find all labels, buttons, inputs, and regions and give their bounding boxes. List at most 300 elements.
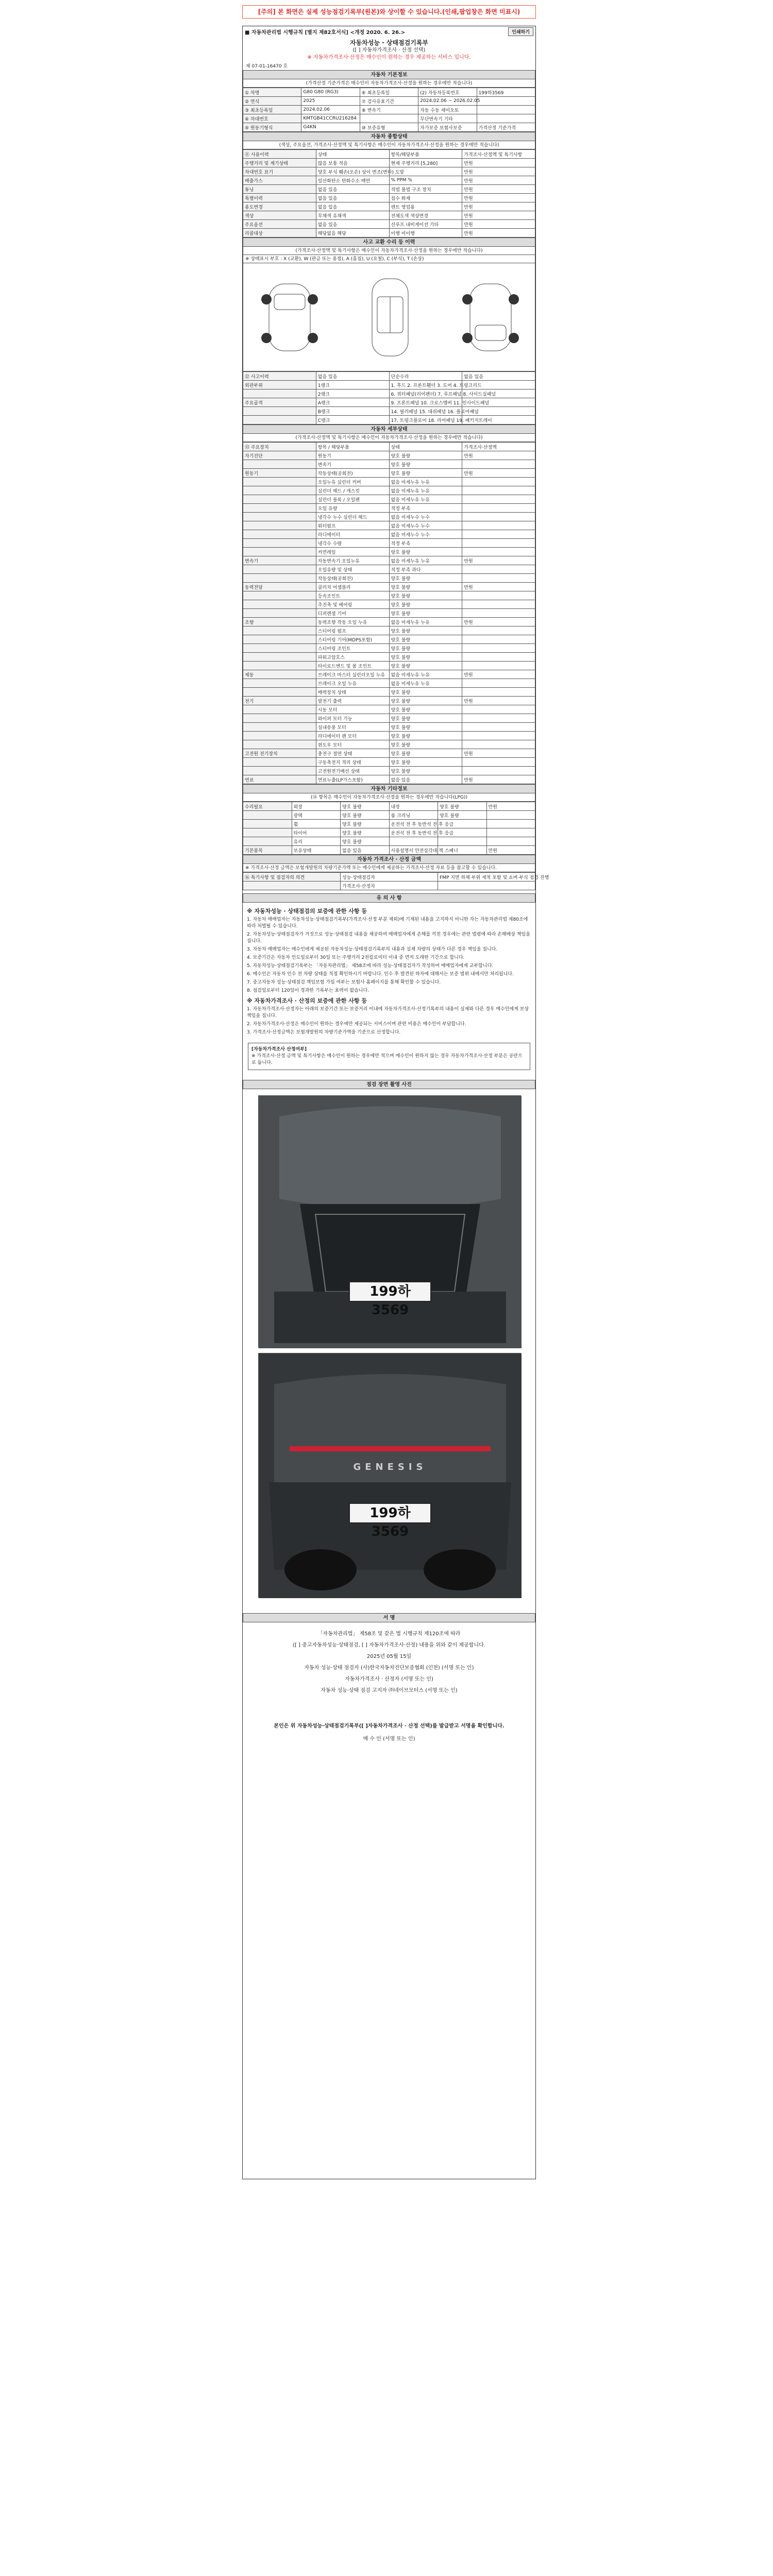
table-cell bbox=[243, 609, 316, 618]
table-cell: 추진축 및 베어링 bbox=[316, 600, 389, 609]
table-cell: 6. 쿼터패널(리어펜더) 7. 루프패널 8. 사이드실패널 bbox=[389, 389, 462, 398]
table-cell bbox=[462, 767, 535, 775]
table-cell: 윈도우 모터 bbox=[316, 740, 389, 749]
table-row bbox=[243, 443, 535, 451]
table-cell: ⑩ 보증유형 bbox=[360, 123, 418, 132]
table-cell: 양호 불량 bbox=[438, 811, 487, 820]
table-cell: 양호 불량 bbox=[389, 732, 462, 740]
table-row bbox=[243, 749, 535, 758]
table-row bbox=[243, 688, 535, 697]
sign-block bbox=[243, 1629, 535, 1697]
table-cell: 만원 bbox=[462, 176, 535, 185]
table-cell bbox=[243, 837, 292, 846]
table-cell bbox=[477, 114, 535, 123]
table-cell: 이행 미이행 bbox=[389, 229, 462, 238]
table-row bbox=[243, 229, 535, 238]
table-cell: 양호 불량 bbox=[341, 802, 390, 811]
table-row bbox=[243, 820, 535, 828]
table-cell: 1. 후드 2. 프론트휀더 3. 도어 4. 트렁크리드 bbox=[389, 381, 462, 389]
table-cell: 전기 bbox=[243, 697, 316, 705]
doc-number: 제 07-01-16470 호 bbox=[246, 64, 288, 69]
table-cell: G80 G80 (RG3) bbox=[301, 88, 360, 97]
table-cell: 2랭크 bbox=[316, 389, 389, 398]
table-cell: 기본품목 bbox=[243, 846, 292, 855]
table-cell: 2025 bbox=[301, 97, 360, 106]
table-cell: 고전원 전기장치 bbox=[243, 749, 316, 758]
table-cell: 없음 미세누수 누수 bbox=[389, 530, 462, 539]
table-cell: 실내송풍 모터 bbox=[316, 723, 389, 732]
table-cell: 발전기 출력 bbox=[316, 697, 389, 705]
table-cell: 양호 불량 bbox=[389, 644, 462, 653]
table-row bbox=[243, 176, 535, 185]
table-cell: 17. 트렁크플로어 18. 리어패널 19. 패키지트레이 bbox=[389, 416, 462, 425]
table-cell: 만원 bbox=[462, 469, 535, 478]
table-cell: 자기진단 bbox=[243, 451, 316, 460]
table-cell: 가격조사·산정액 및 특기사항 bbox=[462, 150, 535, 159]
table-row bbox=[243, 106, 535, 114]
table-cell: 양호 불량 bbox=[389, 591, 462, 600]
table-cell: 실린더 헤드 / 개스킷 bbox=[316, 486, 389, 495]
notes-list-2 bbox=[247, 1006, 531, 1036]
table-row bbox=[243, 775, 535, 784]
table-cell: 냉각수 수량 bbox=[316, 539, 389, 548]
table-cell: 양호 부식 훼손(오손) 상이 변조(변타) 도말 bbox=[316, 167, 389, 176]
table-cell: 브레이크 오일 누유 bbox=[316, 679, 389, 688]
table-row bbox=[243, 211, 535, 220]
table-row bbox=[243, 194, 535, 202]
car-side-diagram bbox=[460, 274, 522, 361]
table-row bbox=[243, 670, 535, 679]
table-cell: 만원 bbox=[462, 194, 535, 202]
table-cell: 광택 bbox=[292, 811, 341, 820]
front-photo bbox=[258, 1095, 521, 1348]
table-cell: 파워고압호스 bbox=[316, 653, 389, 662]
table-cell bbox=[462, 653, 535, 662]
table-cell: 작동상태(공회전) bbox=[316, 574, 389, 583]
table-cell: 만원 bbox=[462, 775, 535, 784]
table-cell: ③ 최초등록일 bbox=[243, 106, 301, 114]
table-cell bbox=[243, 882, 341, 890]
table-row bbox=[243, 767, 535, 775]
table-cell: 라디에이터 팬 모터 bbox=[316, 732, 389, 740]
table-cell bbox=[243, 820, 292, 828]
table-row bbox=[243, 513, 535, 521]
table-cell bbox=[462, 574, 535, 583]
table-cell: 양호 불량 bbox=[389, 609, 462, 618]
table-row bbox=[243, 88, 535, 97]
table-row bbox=[243, 697, 535, 705]
table-cell bbox=[243, 732, 316, 740]
table-cell: 유리 bbox=[292, 837, 341, 846]
note-item: 6. 매수인은 자동차 인수 전 차량 상태를 직접 확인하시기 바랍니다. 인수 후 발견된 하자에 대해서는 보증 범위 내에서만 처리됩니다. bbox=[247, 972, 514, 977]
table-cell: 만원 bbox=[486, 802, 535, 811]
accident-table bbox=[243, 371, 535, 425]
table-cell: 만원 bbox=[462, 167, 535, 176]
table-cell: 적정 부족 과다 bbox=[389, 565, 462, 574]
table-cell: 없음 있음 bbox=[389, 775, 462, 784]
table-cell: 리콜대상 bbox=[243, 229, 316, 238]
table-cell bbox=[477, 97, 535, 106]
table-cell: 보유상태 bbox=[292, 846, 341, 855]
table-cell: 스티어링 펌프 bbox=[316, 626, 389, 635]
table-cell: G4KN bbox=[301, 123, 360, 132]
table-cell: 오일 유량 bbox=[316, 504, 389, 513]
table-cell bbox=[360, 114, 418, 123]
note-item: 1. 자동차가격조사·산정자는 아래의 보증기간 또는 보증거리 이내에 자동차가격조사·산정기록부의 내용이 실제와 다른 경우 매수인에게 보상 책임을 집니다. bbox=[247, 1007, 529, 1019]
table-cell: 운전석 전 후 동반석 전 후 응급 bbox=[389, 820, 438, 828]
table-cell: 없음 미세누유 누유 bbox=[389, 486, 462, 495]
table-cell: 없음 미세누유 누유 bbox=[389, 670, 462, 679]
table-cell: 원동기 bbox=[316, 451, 389, 460]
detail-table bbox=[243, 442, 535, 784]
table-cell: ⑤ 원동기형식 bbox=[243, 123, 301, 132]
table-cell: 양호 불량 bbox=[438, 802, 487, 811]
table-cell: 오일유량 및 상태 bbox=[316, 565, 389, 574]
table-cell bbox=[462, 679, 535, 688]
table-cell: 양호 불량 bbox=[341, 828, 390, 837]
table-row bbox=[243, 802, 535, 811]
table-cell bbox=[243, 495, 316, 504]
car-diagram bbox=[243, 263, 535, 371]
table-cell: 양호 불량 bbox=[389, 714, 462, 723]
table-cell bbox=[243, 539, 316, 548]
basic-info-table bbox=[243, 88, 535, 132]
table-cell: 주요옵션 bbox=[243, 220, 316, 229]
table-row bbox=[243, 644, 535, 653]
table-cell: 워터펌프 bbox=[316, 521, 389, 530]
table-cell: 만원 bbox=[462, 159, 535, 167]
table-cell: 룸 크리닝 bbox=[389, 811, 438, 820]
table-cell bbox=[243, 478, 316, 486]
table-cell bbox=[243, 504, 316, 513]
sign-buyer: 매 수 인 (서명 또는 인) bbox=[363, 1736, 415, 1742]
table-cell: 용도변경 bbox=[243, 202, 316, 211]
table-cell bbox=[243, 591, 316, 600]
table-cell: 만원 bbox=[462, 697, 535, 705]
section-photos: 점검 장면 촬영 사진 bbox=[243, 1080, 535, 1089]
table-cell: 양호 불량 bbox=[389, 749, 462, 758]
doc-red-note: ※ 자동차가격조사·산정은 매수인이 원하는 경우 제공하는 서비스 입니다. bbox=[307, 55, 471, 60]
section-price: 자동차 가격조사 · 산정 금액 bbox=[243, 855, 535, 864]
table-cell: 양호 불량 bbox=[389, 740, 462, 749]
table-cell bbox=[243, 635, 316, 644]
note-item: 8. 점검일로부터 120일이 경과한 기록부는 효력이 없습니다. bbox=[247, 988, 369, 993]
table-cell: 양호 불량 bbox=[389, 723, 462, 732]
table-cell bbox=[462, 740, 535, 749]
table-cell: 없음 미세누유 누유 bbox=[389, 679, 462, 688]
table-cell: 없음 있음 bbox=[316, 220, 389, 229]
table-row bbox=[243, 202, 535, 211]
table-row bbox=[243, 167, 535, 176]
table-cell: 양호 불량 bbox=[389, 626, 462, 635]
table-cell bbox=[243, 723, 316, 732]
section-basic-sub: (가격산정 기준가격은 매수인이 자동차가격조사·산정을 원하는 경우에만 적습니다) bbox=[243, 79, 535, 88]
sign-line: 자동차 성능·상태 점검 고지자 ㈜네이브모터스 (서명 또는 인) bbox=[321, 1688, 458, 1693]
table-cell: 만원 bbox=[462, 220, 535, 229]
table-row bbox=[243, 837, 535, 846]
table-cell bbox=[462, 714, 535, 723]
table-row bbox=[243, 521, 535, 530]
table-row bbox=[243, 732, 535, 740]
table-row bbox=[243, 548, 535, 556]
table-cell bbox=[462, 635, 535, 644]
table-cell: 가격산정 기준가격 bbox=[477, 123, 535, 132]
table-cell: 수리필요 bbox=[243, 802, 292, 811]
table-cell: 없음 있음 bbox=[316, 202, 389, 211]
table-cell bbox=[243, 705, 316, 714]
table-cell bbox=[462, 521, 535, 530]
table-cell bbox=[243, 767, 316, 775]
table-cell: ② 연식 bbox=[243, 97, 301, 106]
table-cell: 없음 미세누유 누유 bbox=[389, 556, 462, 565]
table-cell: 양호 불량 bbox=[389, 583, 462, 591]
table-cell bbox=[243, 644, 316, 653]
section-detail: 자동차 세부상태 bbox=[243, 425, 535, 434]
table-cell: 단순수리 bbox=[389, 372, 462, 381]
note-item: 2. 자동차성능·상태점검자가 거짓으로 성능·상태점검 내용을 제공하여 매매업자에게 손해를 끼친 경우에는 관련 법령에 따라 손해배상 책임을 집니다. bbox=[247, 932, 530, 944]
section-basic: 자동차 기본정보 bbox=[243, 70, 535, 79]
table-cell: 차대번호 표기 bbox=[243, 167, 316, 176]
table-cell: 외장 bbox=[292, 802, 341, 811]
table-cell: 없음 미세누수 누수 bbox=[389, 521, 462, 530]
etc-table bbox=[243, 802, 535, 855]
table-row bbox=[243, 583, 535, 591]
table-cell: (2) 자동차등록번호 bbox=[418, 88, 477, 97]
table-cell: B랭크 bbox=[316, 407, 389, 416]
table-cell: 만원 bbox=[462, 202, 535, 211]
table-cell: 주행거리 및 계기상태 bbox=[243, 159, 316, 167]
table-cell: 만원 bbox=[462, 229, 535, 238]
section-status: 자동차 종합상태 bbox=[243, 132, 535, 141]
table-row bbox=[243, 416, 535, 425]
price-select-text: ※ 가격조사·산정 금액 및 특기사항은 매수인이 원하는 경우에만 적으며 매수인이 원하지 않는 경우 자동차가격조사·산정 부분은 공란으로 둡니다. bbox=[251, 1054, 523, 1065]
rear-license-plate: 199하 3569 bbox=[349, 1503, 431, 1523]
table-cell bbox=[462, 705, 535, 714]
table-row bbox=[243, 451, 535, 460]
table-cell bbox=[486, 828, 535, 837]
table-cell: 라디에이터 bbox=[316, 530, 389, 539]
table-row bbox=[243, 811, 535, 820]
table-cell: 만원 bbox=[462, 670, 535, 679]
table-cell: 양호 불량 bbox=[389, 600, 462, 609]
table-cell: ⑦ 검사유효기간 bbox=[360, 97, 418, 106]
table-cell: 적정 부족 bbox=[389, 539, 462, 548]
table-cell bbox=[462, 662, 535, 670]
table-cell bbox=[243, 486, 316, 495]
accident-symbol-note: ※ 상태표시 부호 : X (교환), W (판금 또는 용접), A (흠집), U (요철), C (부식), T (손상) bbox=[243, 255, 535, 263]
table-cell: 와이퍼 모터 기능 bbox=[316, 714, 389, 723]
table-cell: 브레이크 마스터 실린더오일 누유 bbox=[316, 670, 389, 679]
table-row bbox=[243, 381, 535, 389]
table-cell: ⑬ 주요장치 bbox=[243, 443, 316, 451]
table-cell bbox=[486, 811, 535, 820]
table-cell: 없음 있음 bbox=[462, 372, 535, 381]
table-cell bbox=[243, 521, 316, 530]
table-cell: 오일누유 실린더 커버 bbox=[316, 478, 389, 486]
table-cell bbox=[243, 758, 316, 767]
table-row bbox=[243, 882, 535, 890]
table-cell: 고전원전기배선 상태 bbox=[316, 767, 389, 775]
table-cell: 양호 불량 bbox=[389, 548, 462, 556]
note-item: 4. 보증기간은 자동차 인도일로부터 30일 또는 주행거리 2천킬로미터 이내 중 먼저 도래한 기간으로 합니다. bbox=[247, 955, 465, 960]
note-item: 7. 중고자동차 성능·상태점검 책임보험 가입 여부는 보험사 홈페이지를 통해 확인할 수 있습니다. bbox=[247, 980, 441, 985]
car-top-diagram bbox=[359, 274, 421, 361]
table-cell bbox=[243, 688, 316, 697]
table-cell: 충전구 절연 상태 bbox=[316, 749, 389, 758]
table-cell: 타이로드엔드 및 볼 조인트 bbox=[316, 662, 389, 670]
table-cell bbox=[462, 688, 535, 697]
table-cell: 일산화탄소 탄화수소 매연 bbox=[316, 176, 389, 185]
table-row bbox=[243, 653, 535, 662]
table-cell: 많음 보통 적음 bbox=[316, 159, 389, 167]
table-cell bbox=[462, 548, 535, 556]
notes-list-1 bbox=[247, 917, 531, 994]
table-cell bbox=[462, 478, 535, 486]
table-cell: 9. 프론트패널 10. 크로스멤버 11. 인사이드패널 bbox=[389, 398, 462, 407]
table-row bbox=[243, 705, 535, 714]
table-cell: 양호 불량 bbox=[389, 653, 462, 662]
sign-line: ([ ] 중고자동차성능·상태점검, [ ] 자동차가격조사·산정) 내용을 위와 같이 제공합니다. bbox=[293, 1642, 485, 1648]
table-cell bbox=[243, 626, 316, 635]
table-cell: 타이어 bbox=[292, 828, 341, 837]
table-cell: 양호 불량 bbox=[389, 767, 462, 775]
top-notice: [주의] 본 화면은 실제 성능점검기록부(원본)와 상이할 수 있습니다.(인쇄,팝업창은 화면 미표시) bbox=[242, 5, 536, 19]
table-row bbox=[243, 220, 535, 229]
table-row bbox=[243, 846, 535, 855]
table-cell bbox=[486, 837, 535, 846]
table-cell: 양호 불량 bbox=[341, 811, 390, 820]
table-cell: A랭크 bbox=[316, 398, 389, 407]
doc-header-bar bbox=[243, 26, 535, 37]
table-cell: 199하3569 bbox=[477, 88, 535, 97]
table-cell: 없음 미세누유 누유 bbox=[389, 478, 462, 486]
table-cell: 양호 불량 bbox=[389, 451, 462, 460]
table-cell: 2024.02.06 bbox=[301, 106, 360, 114]
table-cell: FMP 지면 하체 부위 세척 포함 및 쇼버·부식 점검 진행 bbox=[438, 873, 535, 882]
section-accident: 사고 교환 수리 등 이력 bbox=[243, 238, 535, 247]
table-cell: 시동 모터 bbox=[316, 705, 389, 714]
table-cell: ⑧ 변속기 bbox=[360, 106, 418, 114]
doc-subtitle: ([ ] 자동차가격조사 · 산정 선택) bbox=[352, 47, 426, 53]
table-cell bbox=[243, 460, 316, 469]
car-front-diagram bbox=[259, 274, 321, 361]
table-cell bbox=[486, 820, 535, 828]
table-cell: 해당없음 해당 bbox=[316, 229, 389, 238]
table-cell: ⑫ 사고이력 bbox=[243, 372, 316, 381]
table-cell: 양호 불량 bbox=[389, 574, 462, 583]
note-item: 3. 가격조사·산정금액은 보험개발원의 차량기준가액을 기준으로 산정합니다. bbox=[247, 1030, 401, 1035]
note-item: 3. 자동차 매매업자는 매수인에게 제공된 자동차성능·상태점검기록부의 내용과 실제 차량의 상태가 다른 경우 책임을 집니다. bbox=[247, 947, 498, 952]
table-cell: 자동변속기 오일누유 bbox=[316, 556, 389, 565]
table-cell: 자동 수동 세미오토 bbox=[418, 106, 477, 114]
table-cell: 튜닝 bbox=[243, 185, 316, 194]
table-cell bbox=[243, 574, 316, 583]
rear-car-image bbox=[259, 1353, 522, 1598]
table-cell bbox=[389, 837, 438, 846]
table-cell: 가격조사·산정자 bbox=[341, 882, 438, 890]
table-row bbox=[243, 758, 535, 767]
table-cell: 무채색 유채색 bbox=[316, 211, 389, 220]
table-cell: 적법 불법 구조 장치 bbox=[389, 185, 462, 194]
table-cell: 2024.02.06 ~ 2026.02.05 bbox=[418, 97, 477, 106]
table-cell: 적정 부족 bbox=[389, 504, 462, 513]
table-cell: 동력전달 bbox=[243, 583, 316, 591]
table-cell bbox=[462, 732, 535, 740]
table-cell bbox=[243, 565, 316, 574]
table-cell bbox=[243, 653, 316, 662]
section-notes: 유 의 사 항 bbox=[243, 893, 535, 903]
table-cell: 성능·상태점검자 bbox=[341, 873, 438, 882]
sign-footer: 본인은 위 자동차성능·상태점검기록부([ ]자동차가격조사 · 산정 선택)를 발급받고 서명을 확인합니다. bbox=[274, 1723, 505, 1729]
table-cell: 현재 주행거리 [5,280] bbox=[389, 159, 462, 167]
table-row bbox=[243, 714, 535, 723]
form-number: ■ 자동차관리법 시행규칙 [별지 제82호서식] <개정 2020. 6. 26.> bbox=[245, 29, 406, 36]
table-row bbox=[243, 460, 535, 469]
print-button[interactable]: 인쇄하기 bbox=[508, 27, 533, 36]
table-cell bbox=[438, 882, 535, 890]
sign-line: 「자동차관리법」 제58조 및 같은 법 시행규칙 제120조에 따라 bbox=[317, 1631, 461, 1637]
table-row bbox=[243, 97, 535, 106]
table-cell: 스티어링 기어(MDPS포함) bbox=[316, 635, 389, 644]
section-accident-sub: (가격조사·산정액 및 특기사항은 매수인이 자동차가격조사·산정을 원하는 경우에만 적습니다) bbox=[243, 247, 535, 255]
table-cell bbox=[462, 539, 535, 548]
table-row bbox=[243, 679, 535, 688]
table-cell: 양호 불량 bbox=[389, 662, 462, 670]
table-row bbox=[243, 828, 535, 837]
table-row bbox=[243, 486, 535, 495]
table-cell bbox=[243, 714, 316, 723]
table-cell: 무단변속기 기타 bbox=[418, 114, 477, 123]
notes-heading-2: ※ 자동차가격조사 · 산정의 보증에 관한 사항 등 bbox=[247, 997, 367, 1004]
table-cell: 양호 불량 bbox=[389, 697, 462, 705]
table-row bbox=[243, 618, 535, 626]
table-cell bbox=[243, 828, 292, 837]
table-cell: ④ 차대번호 bbox=[243, 114, 301, 123]
section-status-sub: (색상, 주요옵션, 가격조사·산정액 및 특기사항은 매수인이 자동차가격조사·산정을 원하는 경우에만 적습니다) bbox=[243, 141, 535, 149]
table-row bbox=[243, 159, 535, 167]
notes-block bbox=[243, 903, 535, 1040]
table-cell: 클러치 어셈블리 bbox=[316, 583, 389, 591]
table-cell: 양호 불량 bbox=[389, 688, 462, 697]
table-cell: 없음 있음 bbox=[316, 372, 389, 381]
table-cell bbox=[462, 486, 535, 495]
table-cell: ⑪ 사용이력 bbox=[243, 150, 316, 159]
table-row bbox=[243, 372, 535, 381]
section-detail-sub: (가격조사·산정액 및 특기사항은 매수인이 자동차가격조사·산정을 원하는 경우에만 적습니다) bbox=[243, 434, 535, 442]
table-row bbox=[243, 495, 535, 504]
table-cell: 휠 bbox=[292, 820, 341, 828]
table-row bbox=[243, 565, 535, 574]
table-cell: 만원 bbox=[486, 846, 535, 855]
note-item: 2. 자동차가격조사·산정은 매수인이 원하는 경우에만 제공되는 서비스이며 관련 비용은 매수인이 부담합니다. bbox=[247, 1022, 466, 1027]
sign-line: 2025년 05월 15일 bbox=[366, 1654, 412, 1659]
table-cell: ⑥ 최초등록일 bbox=[360, 88, 418, 97]
table-cell: 양호 불량 bbox=[389, 758, 462, 767]
table-cell: 항목/해당부품 bbox=[389, 150, 462, 159]
table-cell bbox=[462, 644, 535, 653]
table-row bbox=[243, 635, 535, 644]
table-cell bbox=[462, 626, 535, 635]
notes-heading-1: ※ 자동차성능 · 상태점검의 보증에 관한 사항 등 bbox=[247, 908, 367, 914]
table-cell bbox=[462, 723, 535, 732]
section-sign: 서 명 bbox=[243, 1613, 535, 1622]
table-row bbox=[243, 609, 535, 618]
table-cell: KMTGB41CCRU216284 bbox=[301, 114, 360, 123]
table-cell bbox=[243, 600, 316, 609]
table-row bbox=[243, 478, 535, 486]
table-cell: ① 차명 bbox=[243, 88, 301, 97]
rear-badge: GENESIS bbox=[353, 1462, 427, 1472]
